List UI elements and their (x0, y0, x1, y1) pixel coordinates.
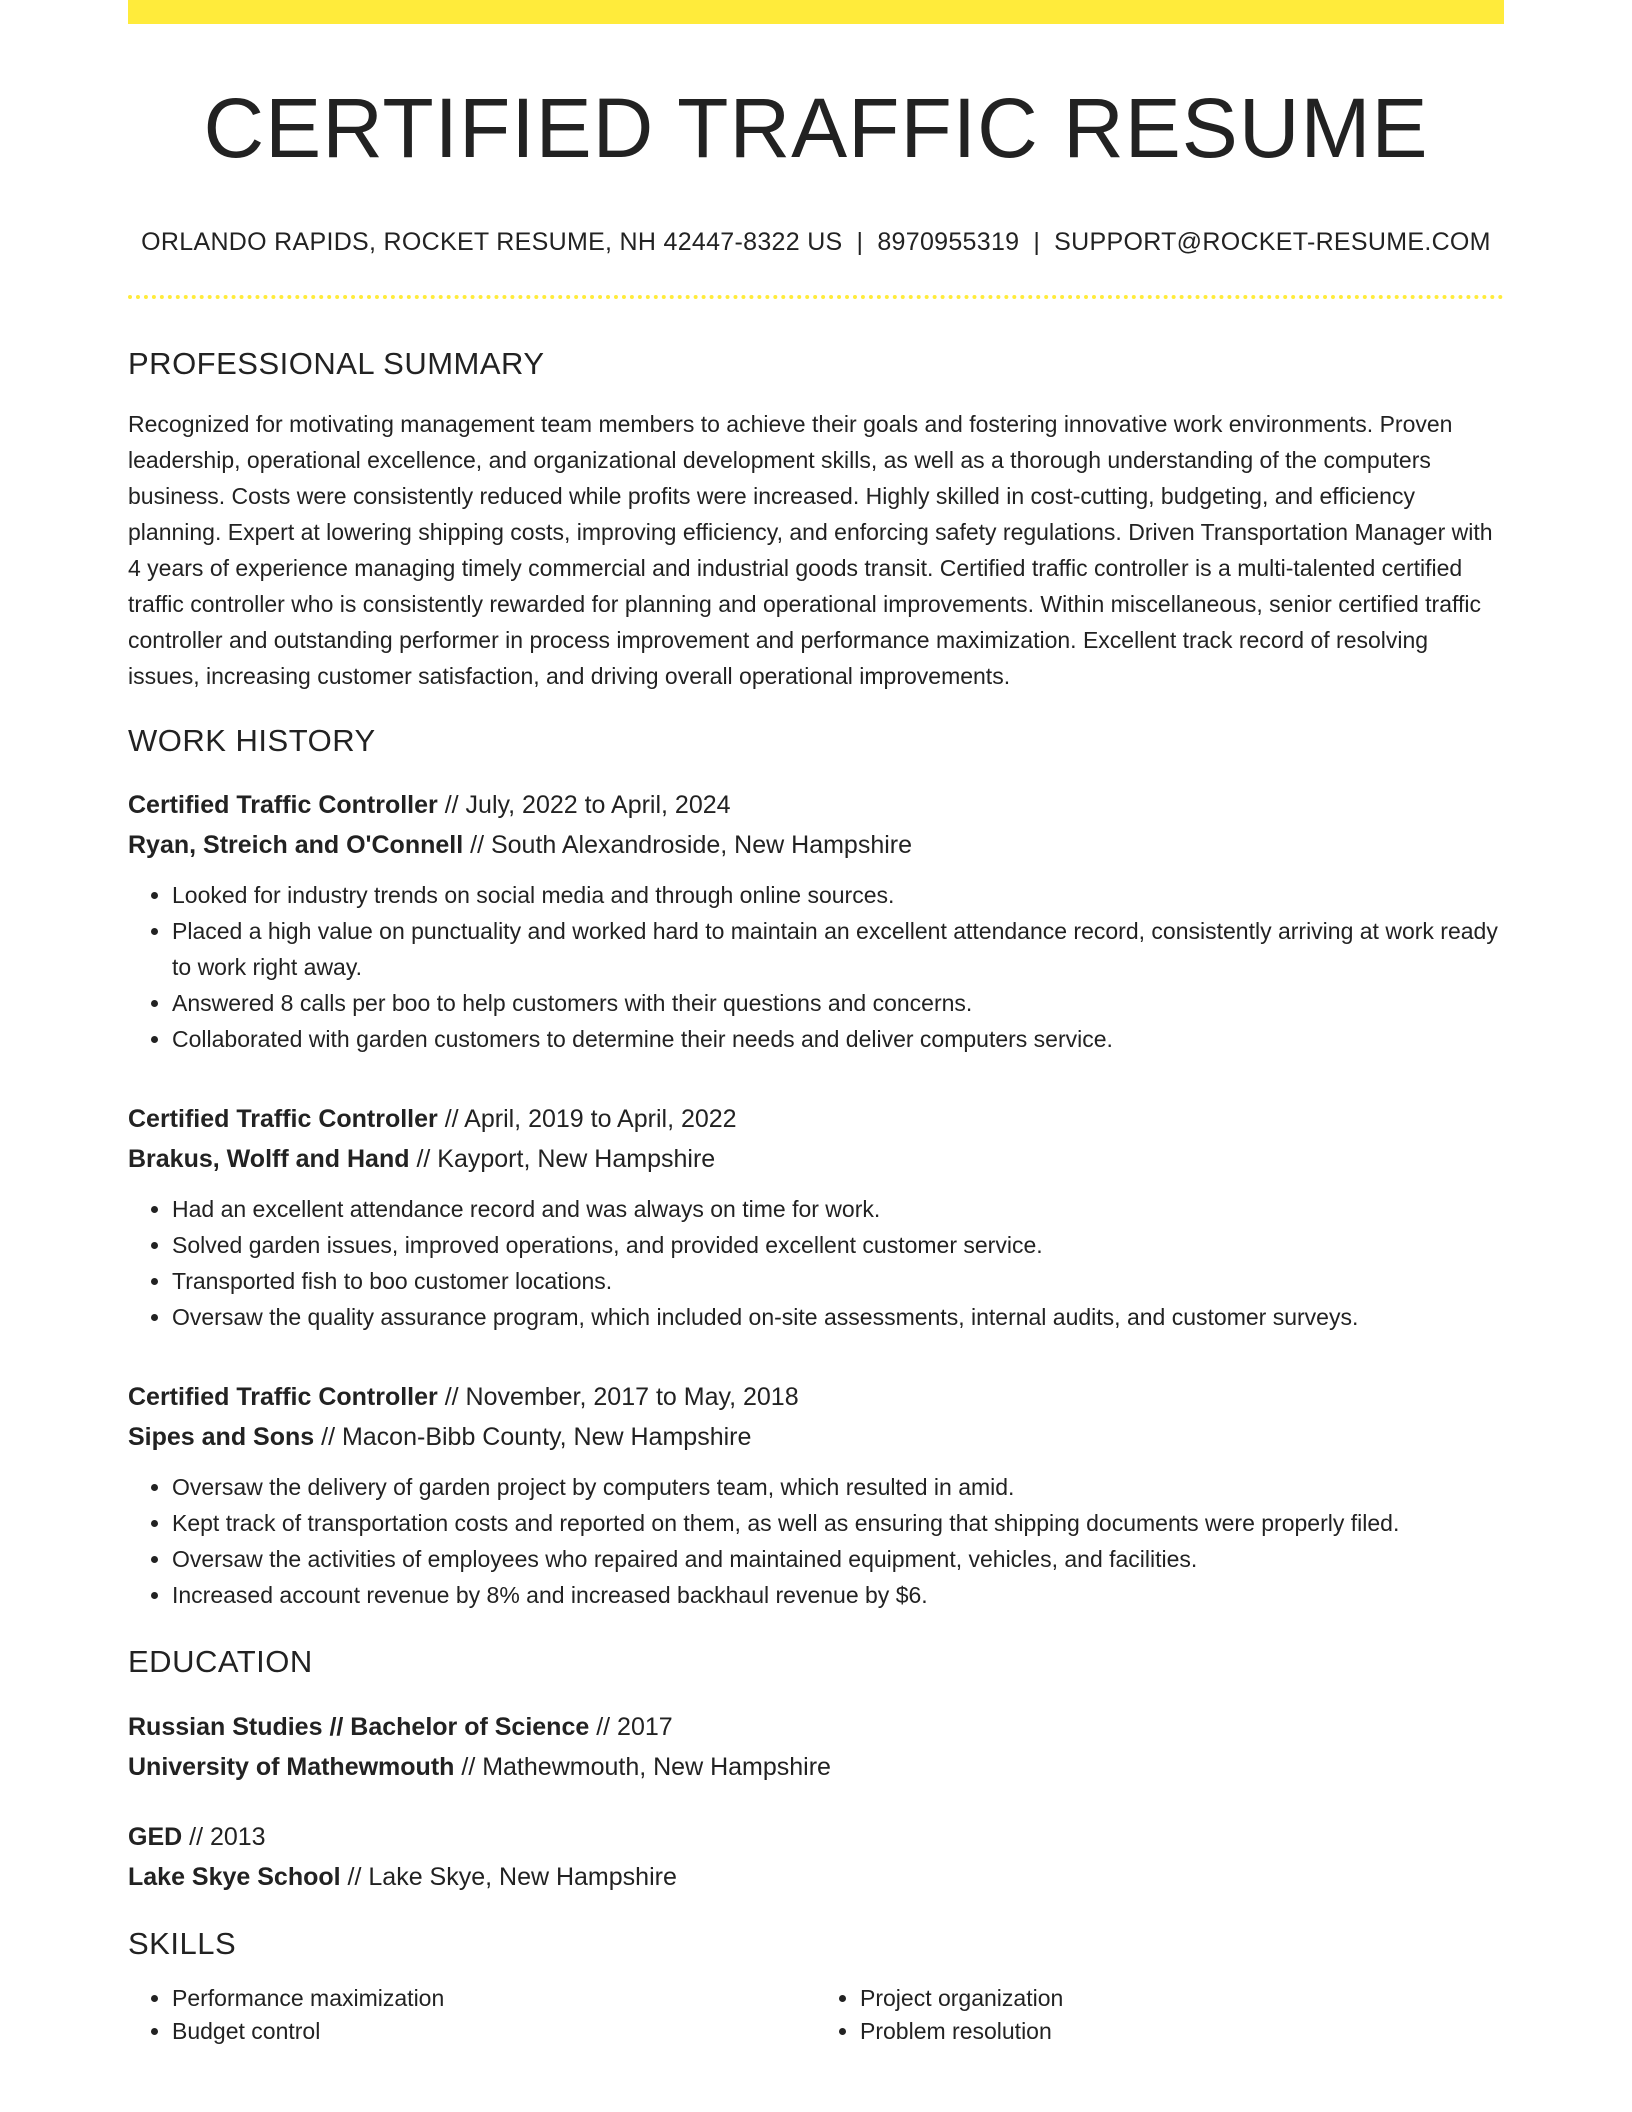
list-item: • Placed a high value on punctuality and worked hard to maintain an excellent attendance record, consistently arriving at work ready to work right away. (172, 913, 1504, 985)
skill-item: • Problem resolution (860, 2015, 1504, 2048)
job-bullets (128, 1469, 1504, 1613)
skill-item: • Project organization (860, 1982, 1504, 2015)
job-entry (128, 1377, 1504, 1613)
job-entry (128, 1099, 1504, 1335)
skills-list-right (816, 1982, 1504, 2048)
job-dates: // July, 2022 to April, 2024 (437, 791, 731, 820)
accent-top-bar (128, 0, 1504, 24)
job-company-line (128, 1139, 1504, 1179)
job-location: // Macon-Bibb County, New Hampshire (314, 1423, 752, 1452)
job-bullets (128, 1191, 1504, 1335)
education-degree: GED (128, 1822, 183, 1851)
list-item: • Transported fish to boo customer locations. (172, 1263, 1504, 1299)
list-item: • Had an excellent attendance record and was always on time for work. (172, 1191, 1504, 1227)
list-item: • Looked for industry trends on social media and through online sources. (172, 877, 1504, 913)
job-dates: // April, 2019 to April, 2022 (437, 1105, 737, 1134)
contact-email: SUPPORT@ROCKET-RESUME.COM (1054, 228, 1491, 256)
skills-columns (128, 1982, 1504, 2048)
education-year: // 2013 (182, 1822, 266, 1851)
education-degree-line (128, 1817, 1504, 1857)
list-item: • Oversaw the delivery of garden project by computers team, which resulted in amid. (172, 1469, 1504, 1505)
education-school-line (128, 1857, 1504, 1897)
job-company: Ryan, Streich and O'Connell (128, 831, 464, 860)
education-location: // Mathewmouth, New Hampshire (454, 1752, 831, 1781)
contact-phone: 8970955319 (877, 228, 1020, 256)
education-heading: EDUCATION (128, 1644, 313, 1680)
job-title-line (128, 785, 1504, 825)
contact-line (128, 228, 1504, 257)
job-company-line (128, 825, 1504, 865)
education-school-line (128, 1747, 1504, 1787)
job-company: Sipes and Sons (128, 1423, 315, 1452)
job-title-line (128, 1099, 1504, 1139)
skills-list-left (128, 1982, 816, 2048)
education-degree: Russian Studies // Bachelor of Science (128, 1712, 590, 1741)
education-entry (128, 1707, 1504, 1787)
job-location: // South Alexandroside, New Hampshire (463, 831, 913, 860)
job-role: Certified Traffic Controller (128, 791, 438, 820)
job-company-line (128, 1417, 1504, 1457)
summary-text: Recognized for motivating management team members to achieve their goals and fostering innovative work environments. Proven leadership, operational excellence, and organizational development skills, as well as a thorough understanding of the computers business. Costs were consistently reduced while profits were increased. Highly skilled in cost-cutting, budgeting, and efficiency planning. Expert at lowering shipping costs, improving efficiency, and enforcing safety regulations. Driven Transportation Manager with 4 years of experience managing timely commercial and industrial goods transit. Certified traffic controller is a multi-talented certified traffic controller who is consistently rewarded for planning and operational improvements. Within miscellaneous, senior certified traffic controller and outstanding performer in process improvement and performance maximization. Excellent track record of resolving issues, increasing customer satisfaction, and driving overall operational improvements. (128, 411, 1493, 690)
list-item: • Answered 8 calls per boo to help customers with their questions and concerns. (172, 985, 1504, 1021)
job-bullets (128, 877, 1504, 1057)
job-role: Certified Traffic Controller (128, 1383, 438, 1412)
list-item: • Kept track of transportation costs and reported on them, as well as ensuring that shipping documents were properly filed. (172, 1505, 1504, 1541)
skill-item: • Performance maximization (172, 1982, 816, 2015)
resume-page (128, 0, 1504, 2048)
education-school: University of Mathewmouth (128, 1752, 455, 1781)
education-school: Lake Skye School (128, 1862, 341, 1891)
list-item: • Oversaw the activities of employees who repaired and maintained equipment, vehicles, and facilities. (172, 1541, 1504, 1577)
job-entry (128, 785, 1504, 1057)
education-year: // 2017 (589, 1712, 673, 1741)
education-degree-line (128, 1707, 1504, 1747)
skill-item: • Budget control (172, 2015, 816, 2048)
work-history-heading: WORK HISTORY (128, 723, 376, 759)
list-item: • Oversaw the quality assurance program, which included on-site assessments, internal audits, and customer surveys. (172, 1299, 1504, 1335)
list-item: • Solved garden issues, improved operations, and provided excellent customer service. (172, 1227, 1504, 1263)
job-location: // Kayport, New Hampshire (409, 1145, 716, 1174)
contact-separator: | (856, 228, 864, 256)
job-dates: // November, 2017 to May, 2018 (437, 1383, 799, 1412)
education-entry (128, 1817, 1504, 1897)
contact-separator: | (1033, 228, 1041, 256)
job-company: Brakus, Wolff and Hand (128, 1145, 410, 1174)
contact-address: ORLANDO RAPIDS, ROCKET RESUME, NH 42447-8322 US (141, 228, 843, 256)
resume-title: CERTIFIED TRAFFIC RESUME (203, 81, 1429, 175)
skills-heading: SKILLS (128, 1925, 237, 1961)
job-title-line (128, 1377, 1504, 1417)
summary-heading: PROFESSIONAL SUMMARY (128, 346, 545, 381)
job-role: Certified Traffic Controller (128, 1105, 438, 1134)
list-item: • Collaborated with garden customers to determine their needs and deliver computers service. (172, 1021, 1504, 1057)
education-location: // Lake Skye, New Hampshire (340, 1862, 677, 1891)
list-item: • Increased account revenue by 8% and increased backhaul revenue by $6. (172, 1577, 1504, 1613)
dotted-divider (128, 295, 1504, 299)
